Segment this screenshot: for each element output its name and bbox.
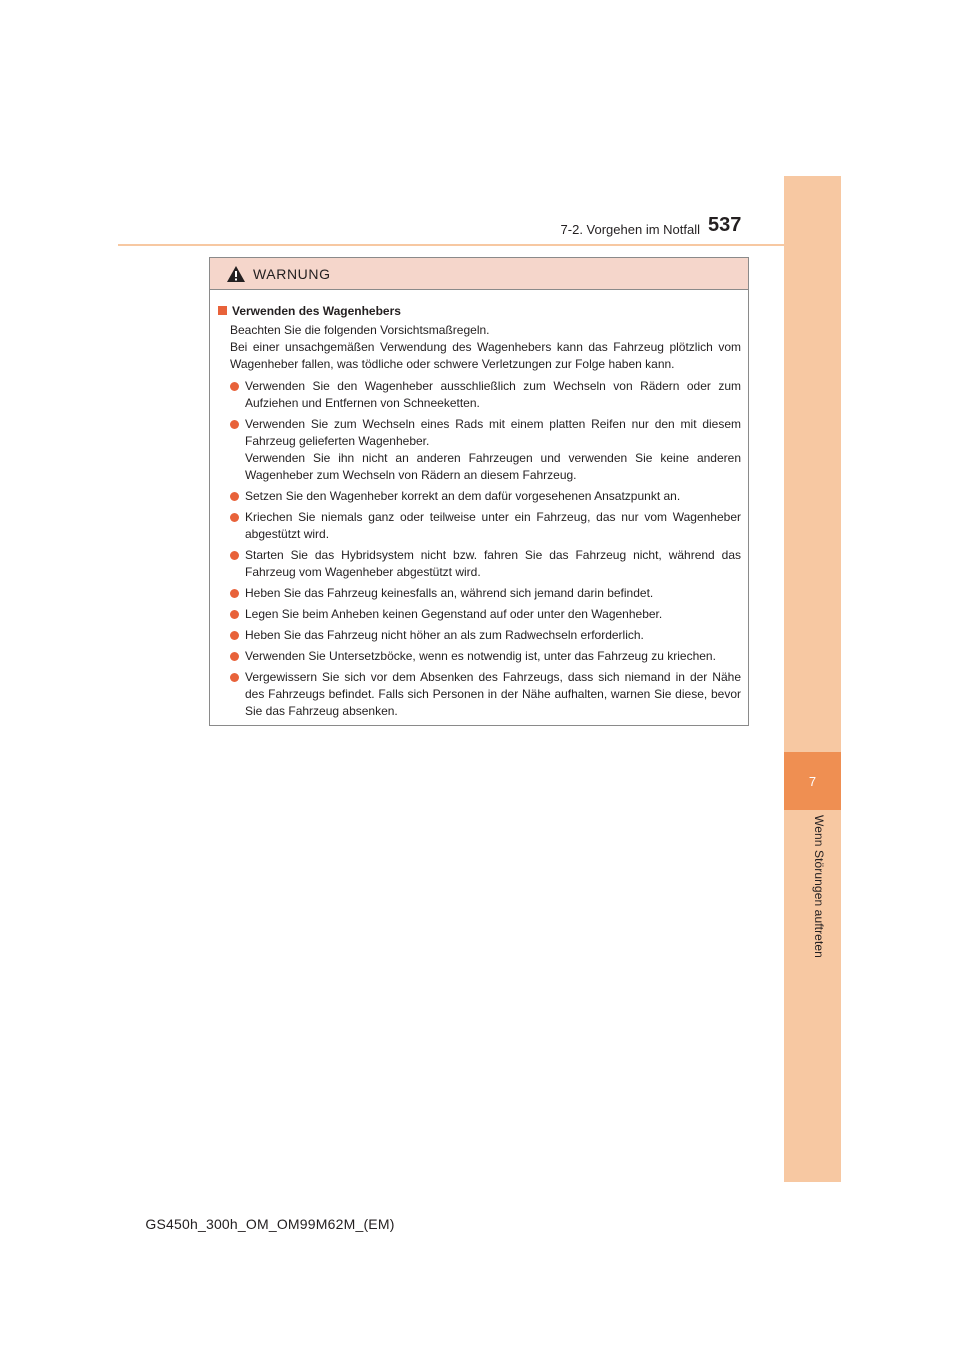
bullet-dot-icon [230, 420, 239, 429]
page-number: 537 [708, 214, 742, 236]
list-item [230, 488, 741, 505]
chapter-label: Wenn Störungen auftreten [812, 815, 826, 958]
list-item-text: Verwenden Sie den Wagenheber ausschließlich zum Wechseln von Rädern oder zum Aufziehen und Entfernen von Schneeketten. [245, 379, 741, 410]
intro-line: Beachten Sie die folgenden Vorsichtsmaßregeln. [230, 323, 490, 337]
section-title: 7-2. Vorgehen im Notfall [560, 222, 700, 237]
square-bullet-icon [218, 306, 227, 315]
list-item [230, 378, 741, 412]
list-item [230, 585, 741, 602]
list-item [230, 648, 741, 665]
document-code: GS450h_300h_OM_OM99M62M_(EM) [145, 1216, 395, 1232]
list-item-text: Heben Sie das Fahrzeug nicht höher an als zum Radwechseln erforderlich. [245, 628, 644, 642]
warning-triangle-icon [226, 265, 246, 283]
list-item [230, 669, 741, 720]
list-item-text: Verwenden Sie Untersetzböcke, wenn es notwendig ist, unter das Fahrzeug zu kriechen. [245, 649, 716, 663]
warning-list [218, 378, 741, 720]
bullet-dot-icon [230, 492, 239, 501]
warning-intro [218, 322, 741, 373]
list-item-text: Verwenden Sie ihn nicht an anderen Fahrzeugen und verwenden Sie keine anderen Wagenheber zum Wechseln von Rädern an diesem Fahrzeug. [245, 451, 741, 482]
list-item [230, 606, 741, 623]
list-item-text: Starten Sie das Hybridsystem nicht bzw. fahren Sie das Fahrzeug nicht, während das Fahrzeug vom Wagenheber abgestützt wird. [245, 548, 741, 579]
warning-header [210, 258, 748, 290]
list-item-text: Heben Sie das Fahrzeug keinesfalls an, während sich jemand darin befindet. [245, 586, 654, 600]
bullet-dot-icon [230, 589, 239, 598]
bullet-dot-icon [230, 652, 239, 661]
list-item [230, 627, 741, 644]
chapter-number-tab[interactable]: 7 [784, 752, 841, 810]
warning-heading [218, 303, 741, 320]
list-item [230, 416, 741, 484]
list-item [230, 547, 741, 581]
intro-line: Bei einer unsachgemäßen Verwendung des Wagenhebers kann das Fahrzeug plötzlich vom Wagenheber fallen, was tödliche oder schwere Verletzungen zur Folge haben kann. [230, 340, 741, 371]
warning-heading-text: Verwenden des Wagenhebers [232, 304, 401, 318]
warning-box [209, 257, 749, 726]
list-item-text: Legen Sie beim Anheben keinen Gegenstand auf oder unter den Wagenheber. [245, 607, 663, 621]
bullet-dot-icon [230, 513, 239, 522]
side-tab [784, 176, 841, 1182]
bullet-dot-icon [230, 382, 239, 391]
bullet-dot-icon [230, 551, 239, 560]
list-item-text: Vergewissern Sie sich vor dem Absenken des Fahrzeugs, dass sich niemand in der Nähe des Fahrzeugs befindet. Falls sich Personen in der Nähe aufhalten, warnen Sie diese, bevor Sie das Fahrzeug absenken. [245, 670, 741, 718]
list-item [230, 509, 741, 543]
list-item-text: Kriechen Sie niemals ganz oder teilweise unter ein Fahrzeug, das nur vom Wagenheber abgestützt wird. [245, 510, 741, 541]
list-item-text: Setzen Sie den Wagenheber korrekt an dem dafür vorgesehenen Ansatzpunkt an. [245, 489, 681, 503]
bullet-dot-icon [230, 673, 239, 682]
warning-title: WARNUNG [253, 265, 331, 282]
warning-body [210, 290, 748, 720]
header-rule [118, 244, 841, 246]
list-item-text: Verwenden Sie zum Wechseln eines Rads mit einem platten Reifen nur den mit diesem Fahrzeug gelieferten Wagenheber. [245, 417, 741, 448]
bullet-dot-icon [230, 631, 239, 640]
bullet-dot-icon [230, 610, 239, 619]
